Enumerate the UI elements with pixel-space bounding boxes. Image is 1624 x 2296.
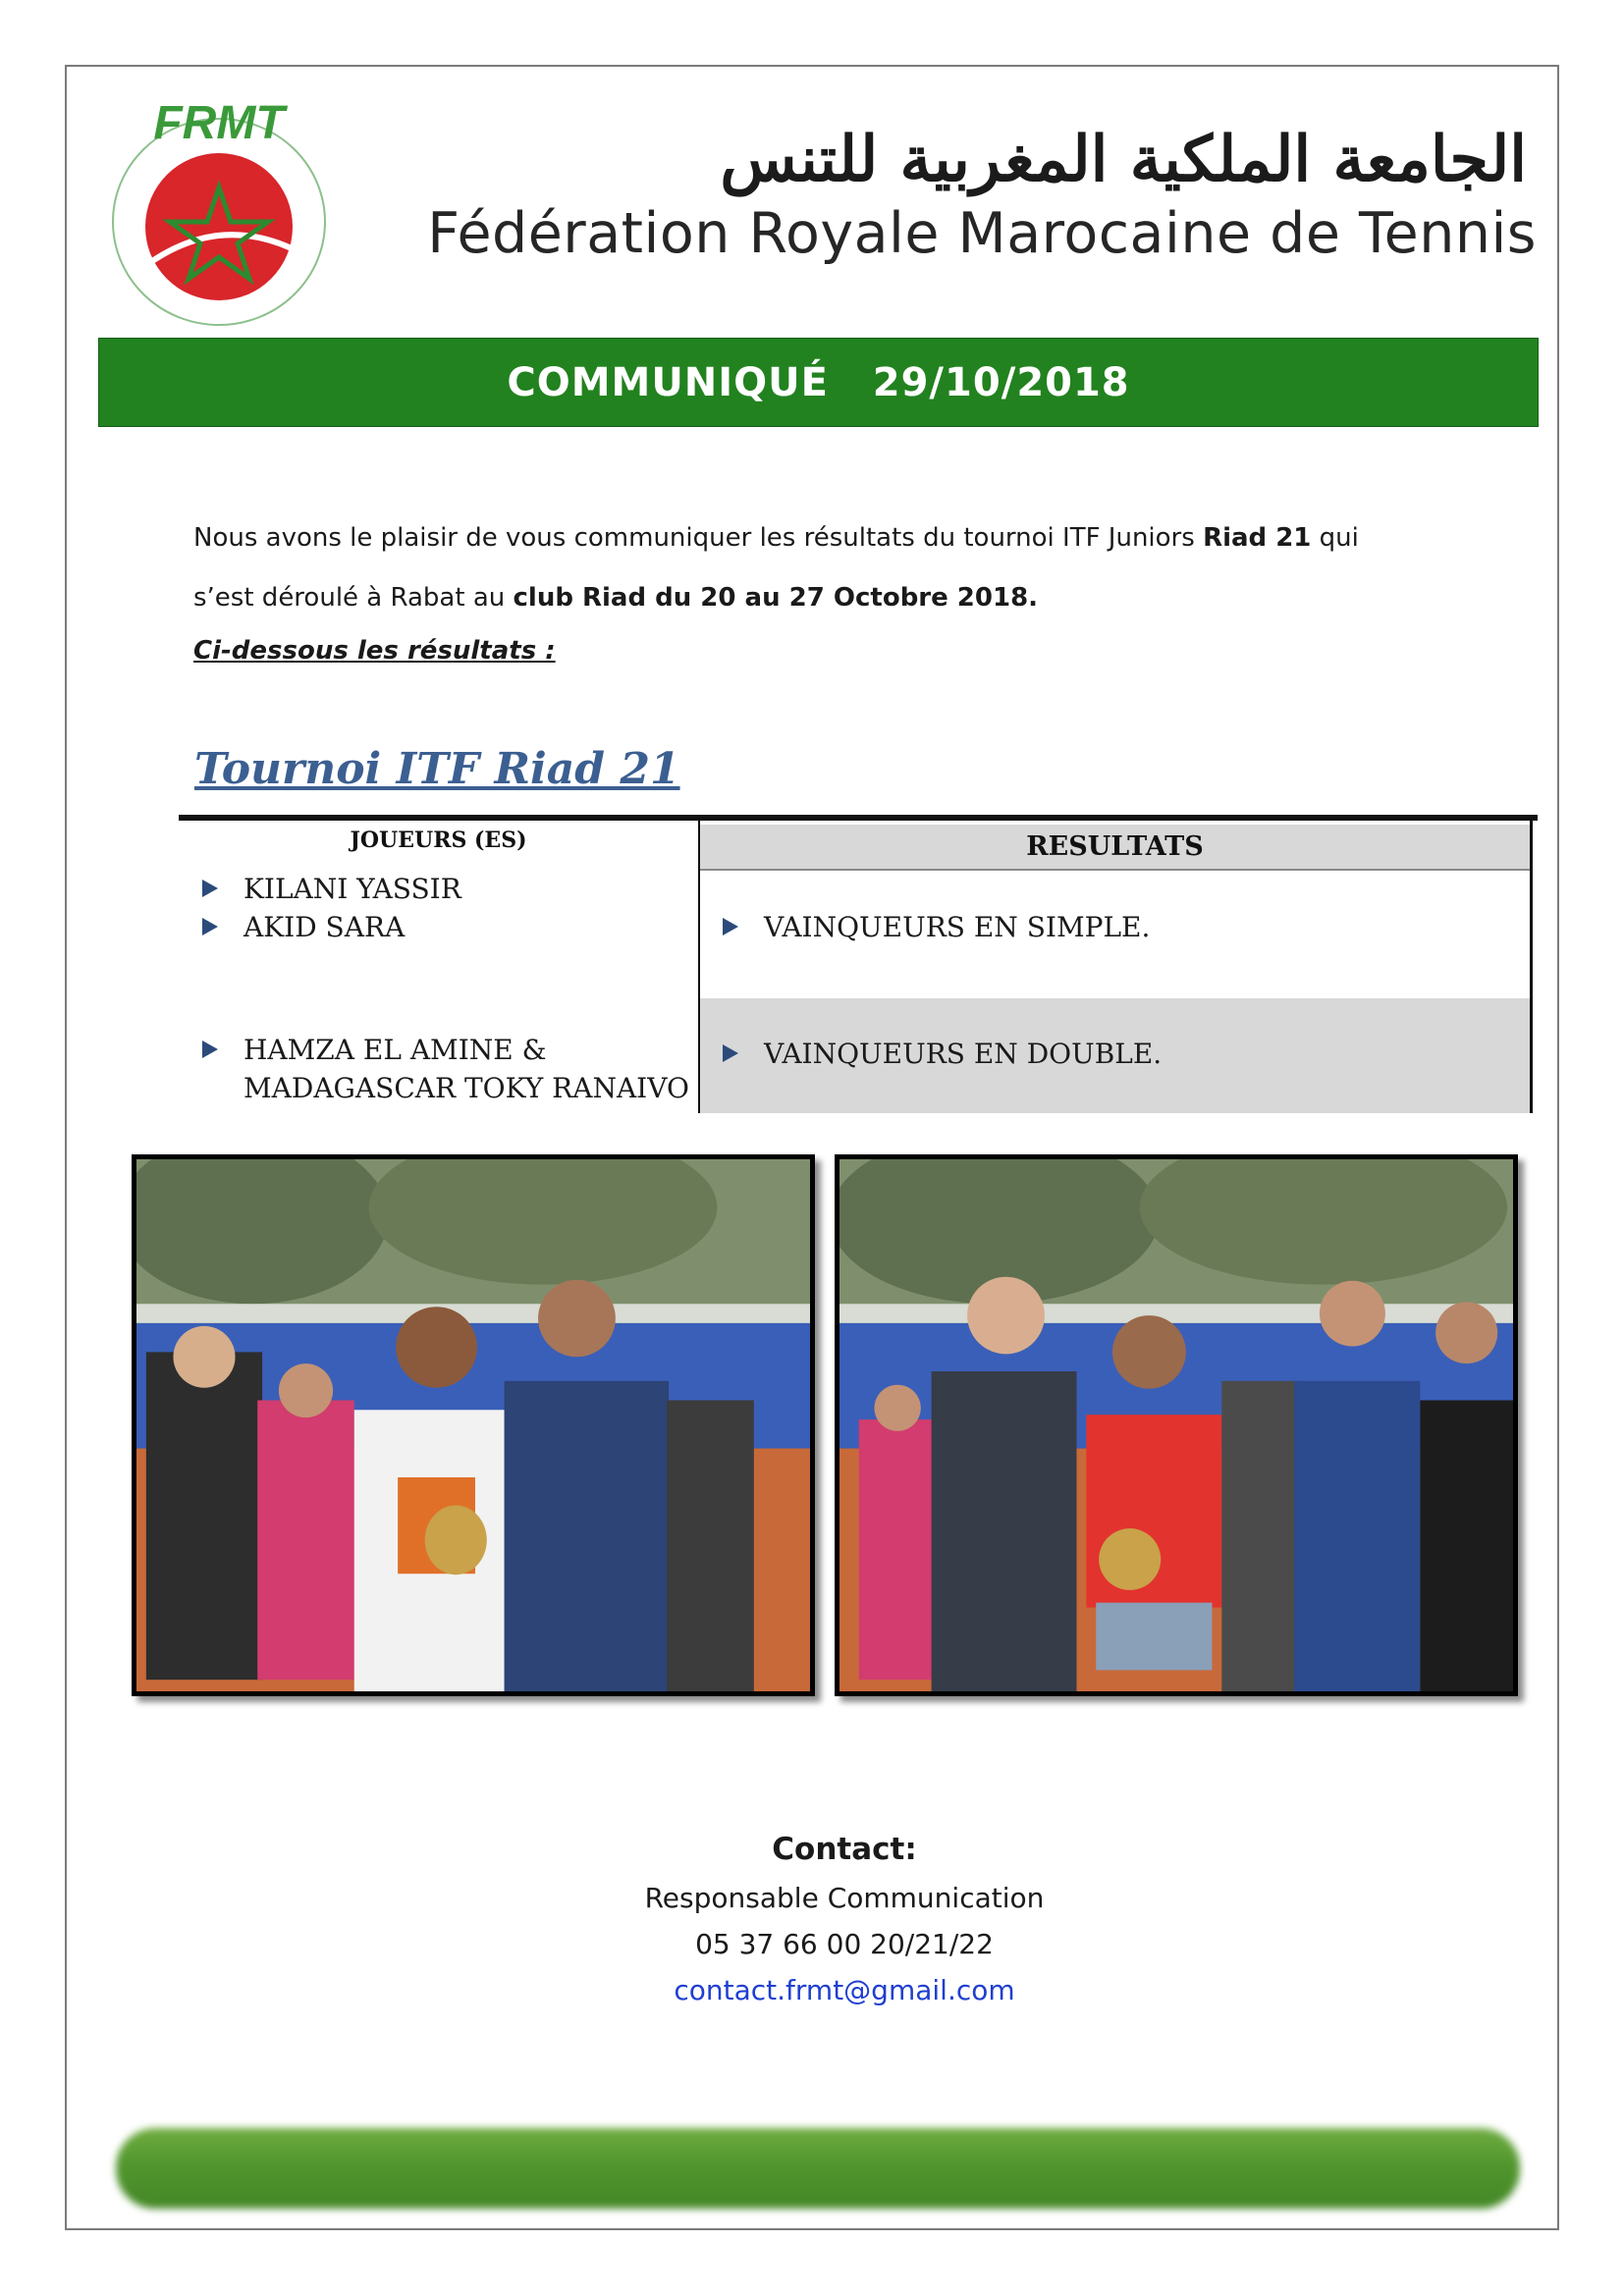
player-item: HAMZA EL AMINE & [244, 1032, 547, 1069]
bullet-icon [202, 918, 218, 935]
intro-tournament-name: Riad 21 [1203, 523, 1312, 553]
svg-text:FRMT: FRMT [153, 97, 285, 149]
intro-paragraph [193, 508, 1438, 628]
arabic-federation-name: الجامعة الملكية المغربية للتنس [720, 123, 1527, 196]
contact-role: Responsable Communication [644, 1882, 1045, 1914]
bullet-icon [723, 1044, 738, 1062]
french-federation-name: Fédération Royale Marocaine de Tennis [427, 201, 1537, 266]
table-header-results: RESULTATS [700, 825, 1530, 871]
bullet-icon [202, 880, 218, 897]
player-item: KILANI YASSIR [244, 871, 461, 908]
result-item: VAINQUEURS EN SIMPLE. [764, 909, 1150, 946]
bullet-icon [723, 918, 738, 935]
intro-text: Nous avons le plaisir de vous communiquer les résultats du tournoi ITF Juniors [193, 523, 1204, 553]
contact-email-link[interactable]: contact.frmt@gmail.com [674, 1974, 1015, 2006]
grass-footer-image [116, 2128, 1520, 2209]
player-item: AKID SARA [244, 909, 405, 946]
contact-heading: Contact: [772, 1832, 917, 1867]
contact-phone: 05 37 66 00 20/21/22 [695, 1928, 994, 1960]
player-item: MADAGASCAR TOKY RANAIVO [244, 1072, 689, 1104]
banner-date: 29/10/2018 [872, 359, 1130, 405]
table-top-rule [179, 815, 1538, 821]
intro-text-end: qui [1311, 523, 1359, 553]
bullet-icon [202, 1041, 218, 1058]
intro-location: s’est déroulé à Rabat au [193, 583, 514, 613]
results-label: Ci-dessous les résultats : [193, 636, 556, 666]
result-item: VAINQUEURS EN DOUBLE. [764, 1036, 1162, 1073]
photo-singles-winner-2 [835, 1154, 1518, 1696]
banner-label: COMMUNIQUÉ [507, 359, 829, 405]
intro-club-dates: club Riad du 20 au 27 Octobre 2018. [513, 583, 1039, 613]
photo-singles-winner [132, 1154, 815, 1696]
table-header-players: JOUEURS (ES) [350, 828, 527, 853]
section-title: Tournoi ITF Riad 21 [194, 744, 680, 794]
communique-banner [98, 338, 1539, 427]
table-right-border [1530, 821, 1533, 1113]
frmt-logo [106, 94, 332, 330]
